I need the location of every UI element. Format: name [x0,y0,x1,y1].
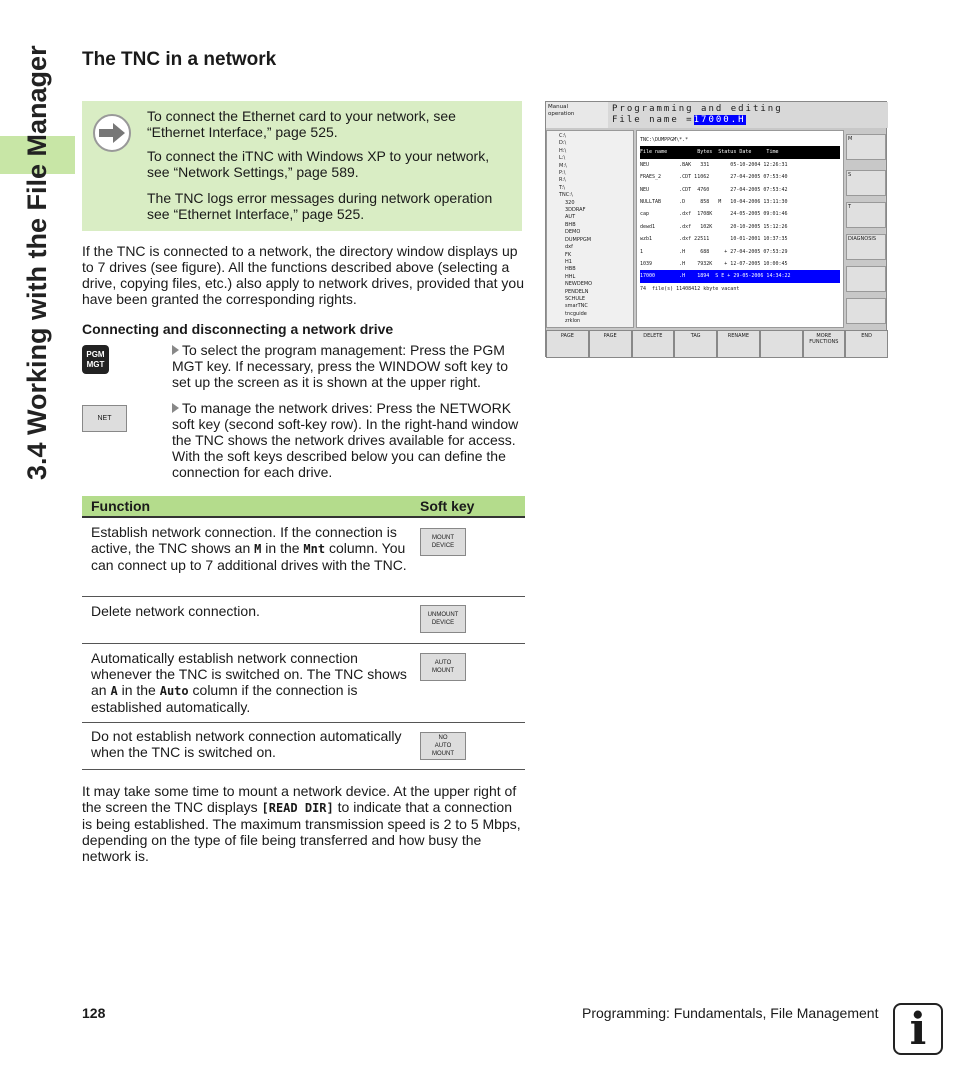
tnc-tree-item: H1 [565,258,572,265]
net-softkey: NET [82,405,127,432]
tnc-tree-item: 320 [565,199,575,206]
page-number: 128 [82,1005,106,1021]
tnc-tree-item: 3DDRAF [565,207,586,214]
tnc-tree-item: zrklon [565,318,581,325]
softkey-table [82,496,525,770]
auto-mount-softkey: AUTO MOUNT [420,653,466,681]
tnc-tree-item: P:\ [559,170,566,177]
tnc-file-row: wzb1 .dxf 22511 10-01-2001 10:37:35 [640,236,788,243]
tnc-softkey: END [845,330,888,358]
note-p3: The TNC logs error messages during network operation see “Ethernet Interface,” page 525. [147,190,493,222]
tnc-tree-item: C:\ [559,133,566,139]
tnc-softkey-row [546,330,888,358]
tnc-tree-item: H:\ [559,147,567,154]
col-softkey: Soft key [420,498,475,514]
footer-title: Programming: Fundamentals, File Management [582,1005,879,1021]
mount-device-softkey: MOUNT DEVICE [420,528,466,556]
tnc-tree-item: HHL [565,273,576,280]
note-box [82,101,522,231]
pgm-mgt-key: PGM MGT [82,345,109,374]
tnc-file-list: TNC:\DUMPPGM\*.* File name Bytes Status Date Time NEU .BAK 331 05-10-2004 12:26:31 FRAES_2 .CDT 11062 27-04-2005 07:53:40 NEU .CDT 4760 27-04-2005 07:53:42 NULLTAB .D 858 M 10-04-2006 13:11:30 cap .dxf 1708K 24-05-2005 09:01:46 dewd1 .dxf 102K 20-10-2005 15:12:26 wzb1 .dxf 22511 10-01-2001 10:37:35 1 .H 688 + 27-04-2005 07:53:29 1039 .H 7932K + 12-07-2005 10:00:45 17000 .H 1894 S E + 29-05-2006 14:34:22 74 file(s) 11408412 kbyte vacant [636,130,844,328]
tnc-softkey: RENAME [717,330,760,358]
outro-paragraph: It may take some time to mount a network device. At the upper right of the screen the TNC displays [READ DIR] to indicate that a connection is being established. The maximum transmission speed is 2 to 5 Mbps, depending on the type of file being transferred and how busy the network is. [82,783,521,864]
tnc-tree-item: dxf [565,244,573,251]
tnc-softkey [760,330,803,358]
tnc-tree-item: FK [565,251,572,258]
no-auto-mount-softkey: NO AUTO MOUNT [420,732,466,760]
tnc-tree-item: tncguide [565,310,587,317]
table-row: Automatically establish network connection whenever the TNC is switched on. The TNC shows an A in the Auto column if the connection is established automatically. AUTO MOUNT [82,644,525,723]
tnc-tree-item: TNC:\ [559,192,573,199]
table-row: Delete network connection. UNMOUNT DEVICE [82,597,525,644]
section-heading: The TNC in a network [82,49,277,70]
info-icon: i [893,1003,943,1055]
tnc-softkey: MORE FUNCTIONS [803,330,846,358]
tnc-file-row: NULLTAB .D 858 M 10-04-2006 13:11:30 [640,199,788,206]
tnc-file-row: dewd1 .dxf 102K 20-10-2005 15:12:26 [640,223,788,230]
tnc-tree-item: D:\ [559,140,567,147]
tnc-tree-item: DUMPPGM [565,236,592,243]
step-1: To select the program management: Press the PGM MGT key. If necessary, press the WINDOW soft key to set up the screen as it is shown at the upper right. [172,342,509,390]
tnc-header: Programming and editing File name =17000.H [608,102,888,128]
tnc-softkey: TAG [674,330,717,358]
tnc-file-row: NEU .BAK 331 05-10-2004 12:26:31 [640,161,788,168]
bullet-triangle-icon [172,403,179,413]
tnc-tree-item: BHB [565,221,576,228]
tnc-tree-item: HBB [565,266,576,273]
tnc-tree-item: T:\ [559,184,565,191]
tnc-file-row: NEU .CDT 4760 27-04-2005 07:53:42 [640,186,788,193]
chapter-side-title: 3.4 Working with the File Manager [22,45,52,480]
tnc-status-panel: M S T DIAGNOSIS [846,130,886,328]
tnc-softkey: PAGE [589,330,632,358]
arrow-right-icon [93,114,131,152]
unmount-device-softkey: UNMOUNT DEVICE [420,605,466,633]
tnc-tree-item: SCHULE [565,295,586,302]
note-p1: To connect the Ethernet card to your network, see “Ethernet Interface,” page 525. [147,108,456,140]
bullet-triangle-icon [172,345,179,355]
tnc-tree-item: DEMO [565,229,581,236]
tnc-tree-item: NEWDEMO [565,281,593,288]
step-2: To manage the network drives: Press the NETWORK soft key (second soft-key row). In the right-hand window the TNC shows the network drives available for access. With the soft keys described below you can define the connection for each drive. [172,400,519,480]
tnc-tree-item: AUT [565,214,576,221]
tnc-file-row: cap .dxf 1708K 24-05-2005 09:01:46 [640,211,788,218]
tnc-tree-item: L:\ [559,155,566,162]
tnc-softkey: DELETE [632,330,675,358]
note-p2: To connect the iTNC with Windows XP to your network, see “Network Settings,” page 589. [147,148,490,180]
tnc-screen-figure [545,101,887,357]
subheading: Connecting and disconnecting a network drive [82,321,394,337]
tnc-mode: Manual operation [546,102,608,128]
tnc-file-row: FRAES_2 .CDT 11062 27-04-2005 07:53:40 [640,174,788,181]
table-row: Establish network connection. If the connection is active, the TNC shows an M in the Mnt column. You can connect up to 7 additional drives with the TNC. MOUNT DEVICE [82,518,525,597]
tnc-directory-tree [546,130,634,328]
tnc-tree-item: smarTNC [565,303,588,310]
tnc-tree-item: PENDELN [565,288,589,295]
tnc-file-row: 1 .H 688 + 27-04-2005 07:53:29 [640,248,788,255]
col-function: Function [91,498,151,514]
table-header [82,496,525,518]
tnc-tree-item: M:\ [559,162,567,169]
intro-paragraph: If the TNC is connected to a network, the directory window displays up to 7 drives (see figure). All the functions described above (selecting a drive, copying files, etc.) also apply to network drives, provided that you have been granted the corresponding rights. [82,243,524,307]
table-row: Do not establish network connection automatically when the TNC is switched on. NO AUTO MOUNT [82,723,525,770]
tnc-tree-item: R:\ [559,177,566,184]
tnc-file-row: 1039 .H 7932K + 12-07-2005 10:00:45 [640,261,788,268]
tnc-softkey: PAGE [546,330,589,358]
